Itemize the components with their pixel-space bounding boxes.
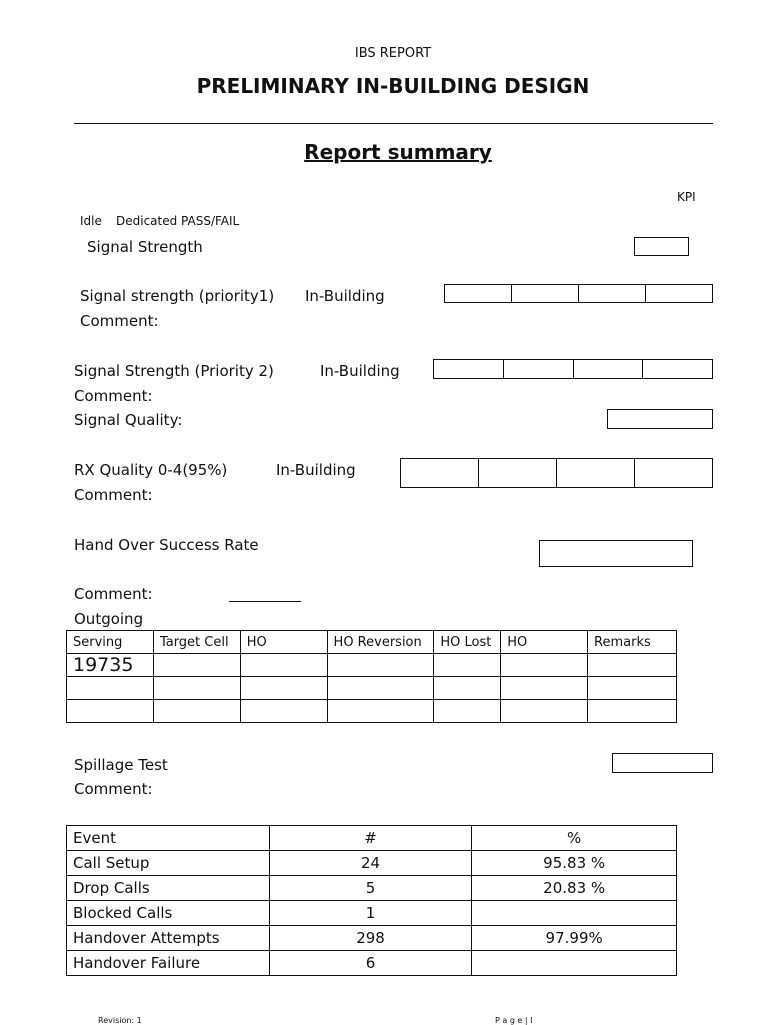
signal-quality-label: Signal Quality:	[74, 411, 183, 429]
comment-underline	[229, 601, 301, 602]
table-cell	[501, 654, 588, 677]
table-cell	[501, 677, 588, 700]
table-cell	[327, 677, 434, 700]
table-cell	[240, 700, 327, 723]
table-cell	[153, 700, 240, 723]
signal-strength-result-box	[634, 237, 689, 256]
rx-quality-label: RX Quality 0-4(95%)	[74, 461, 228, 479]
report-title: PRELIMINARY IN-BUILDING DESIGN	[196, 74, 590, 98]
table-row	[67, 851, 677, 876]
events-table	[66, 825, 677, 976]
col-percent: %	[472, 826, 677, 851]
table-cell	[588, 654, 677, 677]
event-name: Handover Attempts	[67, 926, 270, 951]
rx-quality-location: In-Building	[276, 461, 356, 479]
table-row	[67, 901, 677, 926]
event-name: Blocked Calls	[67, 901, 270, 926]
legend-idle: Idle	[80, 214, 102, 228]
col-ho-lost: HO Lost	[434, 631, 501, 654]
event-percent: 95.83 %	[472, 851, 677, 876]
priority1-location: In-Building	[305, 287, 385, 305]
spillage-result-box	[612, 753, 713, 773]
col-event: Event	[67, 826, 270, 851]
priority1-label: Signal strength (priority1)	[80, 287, 275, 305]
event-count: 24	[269, 851, 472, 876]
table-cell	[67, 677, 154, 700]
table-row	[67, 876, 677, 901]
table-cell	[327, 654, 434, 677]
handover-result-box	[539, 540, 693, 567]
priority2-location: In-Building	[320, 362, 400, 380]
event-name: Handover Failure	[67, 951, 270, 976]
event-count: 298	[269, 926, 472, 951]
event-name: Call Setup	[67, 851, 270, 876]
kpi-label: KPI	[677, 190, 696, 204]
outgoing-label: Outgoing	[74, 610, 144, 628]
table-cell	[588, 677, 677, 700]
col-ho: HO	[240, 631, 327, 654]
priority2-comment: Comment:	[74, 387, 153, 405]
col-count: #	[269, 826, 472, 851]
footer-page: P a g e | I	[495, 1016, 533, 1025]
table-row	[67, 677, 677, 700]
signal-quality-result-box	[607, 409, 713, 429]
rx-quality-comment: Comment:	[74, 486, 153, 504]
event-name: Drop Calls	[67, 876, 270, 901]
priority1-comment: Comment:	[80, 312, 159, 330]
table-cell	[67, 700, 154, 723]
table-cell	[434, 654, 501, 677]
events-table-header	[67, 826, 677, 851]
table-cell	[588, 700, 677, 723]
event-percent	[472, 951, 677, 976]
report-label: IBS REPORT	[354, 46, 432, 61]
footer-revision: Revision: 1	[98, 1016, 142, 1025]
table-cell	[240, 677, 327, 700]
col-remarks: Remarks	[588, 631, 677, 654]
event-percent	[472, 901, 677, 926]
table-row	[67, 951, 677, 976]
event-percent: 20.83 %	[472, 876, 677, 901]
table-cell	[153, 654, 240, 677]
spillage-label: Spillage Test	[74, 756, 168, 774]
col-ho-reversion: HO Reversion	[327, 631, 434, 654]
col-target-cell: Target Cell	[153, 631, 240, 654]
col-ho-2: HO	[501, 631, 588, 654]
table-cell	[240, 654, 327, 677]
table-cell	[153, 677, 240, 700]
spillage-comment: Comment:	[74, 780, 153, 798]
table-cell	[327, 700, 434, 723]
legend-dedicated: Dedicated PASS/FAIL	[116, 214, 240, 228]
handover-table	[66, 630, 677, 723]
table-cell	[434, 677, 501, 700]
priority2-cells	[433, 359, 713, 379]
priority1-cells	[444, 284, 713, 303]
signal-strength-label: Signal Strength	[87, 238, 203, 256]
handover-comment: Comment:	[74, 585, 153, 603]
event-percent: 97.99%	[472, 926, 677, 951]
header-divider	[74, 123, 713, 124]
event-count: 5	[269, 876, 472, 901]
table-row	[67, 700, 677, 723]
summary-heading: Report summary	[304, 140, 492, 164]
priority2-label: Signal Strength (Priority 2)	[74, 362, 274, 380]
handover-table-header	[67, 631, 677, 654]
rx-quality-cells	[400, 458, 713, 488]
table-row	[67, 926, 677, 951]
table-row	[67, 654, 677, 677]
table-cell: 19735	[67, 654, 154, 677]
table-cell	[501, 700, 588, 723]
table-cell	[434, 700, 501, 723]
handover-label: Hand Over Success Rate	[74, 536, 259, 554]
event-count: 6	[269, 951, 472, 976]
col-serving: Serving	[67, 631, 154, 654]
event-count: 1	[269, 901, 472, 926]
